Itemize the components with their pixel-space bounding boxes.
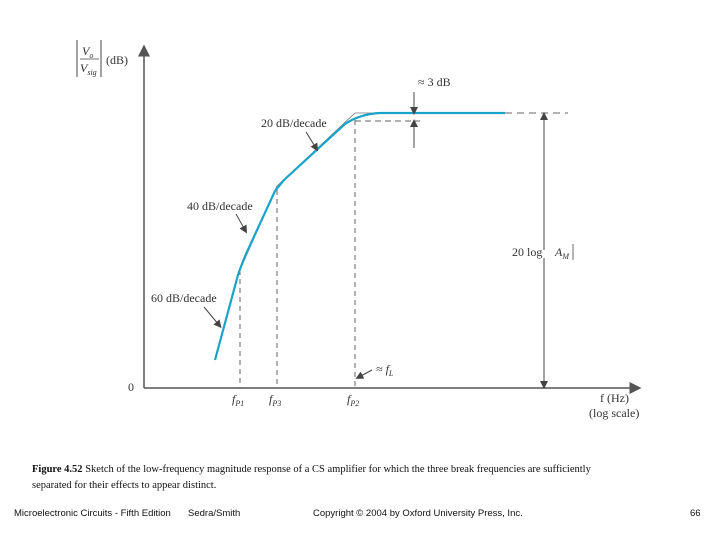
page-number: 66 bbox=[690, 508, 701, 519]
svg-text:AM: $A_M$ bbox=[555, 245, 570, 261]
asymptote bbox=[240, 113, 505, 270]
zero-label: 0 bbox=[128, 380, 134, 394]
x-axis-note: (log scale) bbox=[589, 406, 640, 420]
svg-text:Vo: $V_o$ bbox=[82, 44, 94, 60]
fp1-label: $f_{P1}$ bbox=[232, 392, 245, 408]
response-curve bbox=[215, 113, 505, 360]
fp2-label: $f_{P2}$ bbox=[347, 392, 360, 408]
svg-text:20 log: 20 log bbox=[512, 245, 543, 259]
figure-caption bbox=[32, 462, 592, 494]
footer-copyright: Copyright © 2004 by Oxford University Press, Inc. bbox=[313, 508, 523, 519]
footer-authors: Sedra/Smith bbox=[188, 508, 241, 519]
footer-book: Microelectronic Circuits - Fifth Edition bbox=[14, 508, 171, 519]
caption-label: Figure 4.52 bbox=[32, 464, 83, 475]
gain-label bbox=[512, 244, 573, 261]
fl-label: ≈ $f_L$ bbox=[376, 362, 394, 378]
fp3-label: $f_{P3}$ bbox=[269, 392, 282, 408]
slope-60-label: 60 dB/decade bbox=[151, 291, 217, 305]
slope-40-label: 40 dB/decade bbox=[187, 199, 253, 213]
caption-text: Sketch of the low-frequency magnitude response of a CS amplifier for which the three break frequencies are sufficiently separated for their effects to appear distinct. bbox=[32, 464, 591, 491]
slope-20-label: 20 dB/decade bbox=[261, 116, 327, 130]
svg-text:(dB): (dB) bbox=[106, 53, 128, 67]
svg-text:Vsig: $V_{sig}$ bbox=[80, 61, 97, 77]
x-axis-label: f (Hz) bbox=[600, 391, 629, 405]
y-axis-label bbox=[77, 40, 128, 77]
3db-label: ≈ 3 dB bbox=[418, 75, 451, 89]
